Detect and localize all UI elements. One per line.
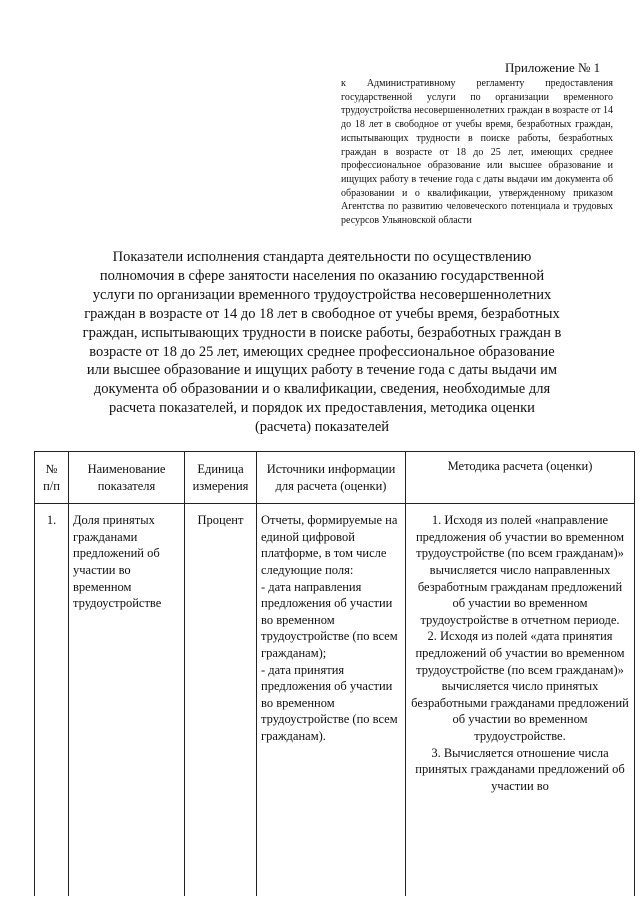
method-step: 1. Исходя из полей «направление предложения об участии во временном трудоустройстве (по всем гражданам)» вычисляется число направленных безработным гражданам предложений об участии во временном трудоустройстве в отчетном периоде.	[415, 513, 625, 627]
sources-intro: Отчеты, формируемые на единой цифровой платформе, в том числе следующие поля:	[261, 513, 398, 577]
method-step: 3. Вычисляется отношение числа принятых гражданами предложений об участии во	[415, 745, 625, 793]
row-name: Доля принятых гражданами предложений об участии во временном трудоустройстве	[69, 504, 185, 897]
document-title: Показатели исполнения стандарта деятельности по осуществлению полномочия в сфере занятости населения по оказанию государственной услуги по организации временного трудоустройства несовершеннолетних граждан в возрасте от 14 до 18 лет в свободное от учебы время, безработных граждан, испытывающих трудности в поиске работы, безработных граждан в возрасте от 18 до 25 лет, имеющих среднее профессиональное образование или высшее образование и ищущих работу в течение года с даты выдачи им документа об образовании и о квалификации, сведения, необходимые для расчета показателей, и порядок их предоставления, методика оценки (расчета) показателей	[82, 249, 562, 436]
table-header-row	[35, 452, 635, 504]
row-num: 1.	[35, 504, 69, 897]
method-step: 2. Исходя из полей «дата принятия предложений об участии во временном трудоустройстве (по всем гражданам)» вычисляется число принятых безработными гражданами предложений об участии во временном трудоустройстве.	[411, 629, 629, 743]
header-unit: Единица измерения	[185, 452, 257, 504]
appendix-title: Приложение № 1	[505, 60, 601, 75]
indicators-table	[34, 451, 635, 896]
row-unit: Процент	[185, 504, 257, 897]
row-method	[406, 504, 635, 897]
header-num: № п/п	[35, 452, 69, 504]
header-method: Методика расчета (оценки)	[406, 452, 635, 504]
row-sources	[257, 504, 406, 897]
table-row	[35, 504, 635, 897]
sources-item: - дата направления предложения об участии во временном трудоустройстве (по всем гражданам);	[261, 579, 398, 660]
appendix-note: к Административному регламенту предоставления государственной услуги по организации временного трудоустройства несовершеннолетних граждан в возрасте от 14 до 18 лет в свободное от учебы время, безработных граждан, испытывающих трудности в поиске работы, безработных граждан в возрасте от 18 до 25 лет, имеющих среднее профессиональное образование или высшее образование и ищущих работу в течение года с даты выдачи им документа об образовании и о квалификации, утвержденному приказом Агентства по развитию человеческого потенциала и трудовых ресурсов Ульяновской области	[341, 78, 613, 227]
header-name: Наименование показателя	[69, 452, 185, 504]
header-sources: Источники информации для расчета (оценки)	[257, 452, 406, 504]
sources-item: - дата принятия предложения об участии во временном трудоустройстве (по всем гражданам).	[261, 662, 398, 743]
